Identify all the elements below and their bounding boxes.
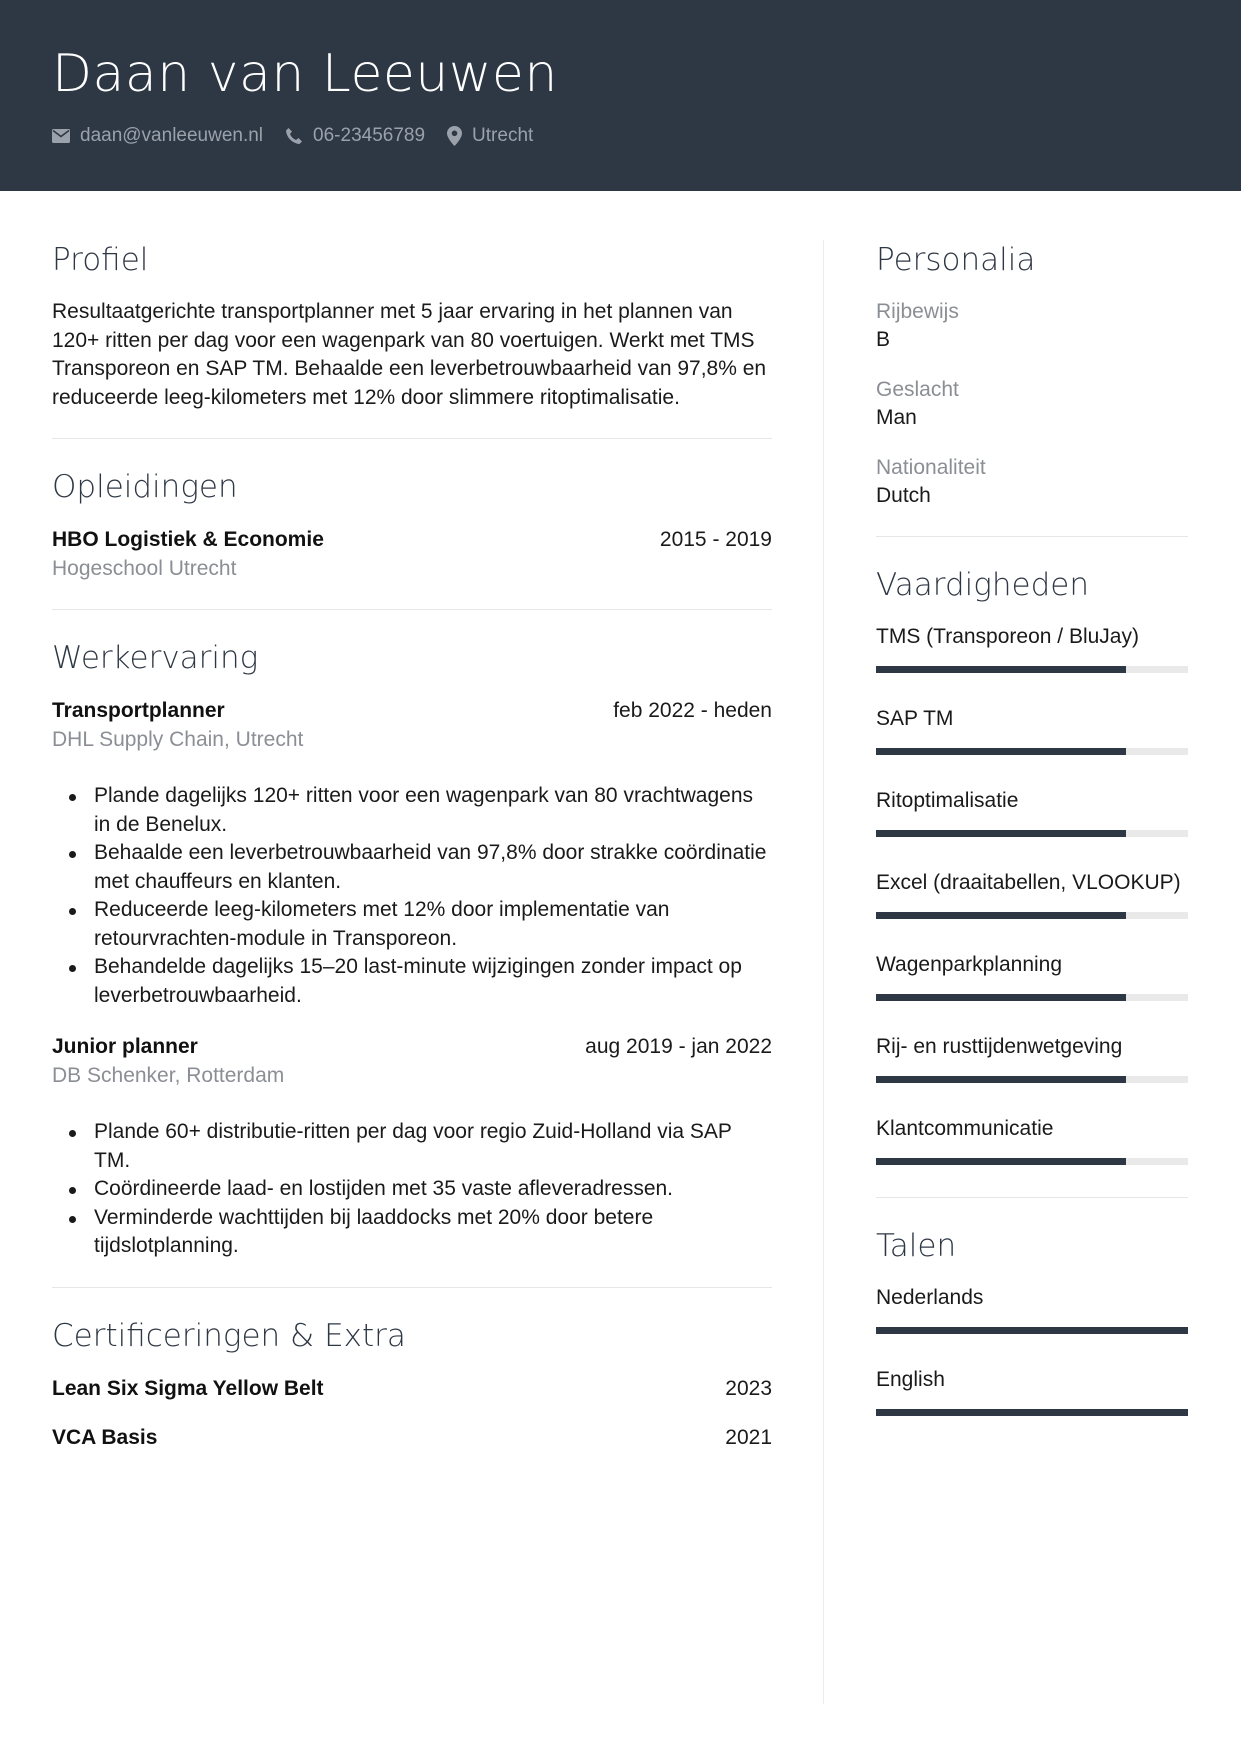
section-title-certificeringen: Certificeringen & Extra bbox=[52, 1317, 406, 1354]
job-bullets bbox=[52, 782, 772, 1010]
personalia-value: Man bbox=[876, 406, 917, 429]
degree-title: HBO Logistiek & Economie bbox=[52, 528, 324, 551]
personalia-label: Nationaliteit bbox=[876, 456, 986, 479]
skill-item bbox=[876, 623, 1188, 673]
section-title-werkervaring: Werkervaring bbox=[52, 640, 259, 676]
section-divider bbox=[876, 536, 1188, 537]
cert-row bbox=[52, 1374, 772, 1403]
personalia-value: B bbox=[876, 328, 891, 351]
email-text: daan@vanleeuwen.nl bbox=[80, 125, 264, 146]
skill-level-fill bbox=[876, 994, 1126, 1001]
job-role: Transportplanner bbox=[52, 699, 225, 722]
language-item bbox=[876, 1284, 1188, 1334]
education-dates: 2015 - 2019 bbox=[659, 528, 772, 551]
skill-item bbox=[876, 787, 1188, 837]
cert-row bbox=[52, 1423, 772, 1452]
cert-year: 2021 bbox=[725, 1425, 772, 1449]
contact-email[interactable] bbox=[52, 125, 263, 147]
school-name: Hogeschool Utrecht bbox=[52, 557, 237, 580]
job-bullet: Verminderde wachttijden bij laaddocks met 20% door betere tijdslotplanning. bbox=[52, 1204, 772, 1261]
skill-level-bar bbox=[876, 748, 1188, 755]
skill-name: SAP TM bbox=[876, 707, 954, 730]
skill-name: Rij- en rusttijdenwetgeving bbox=[876, 1035, 1123, 1058]
skill-name: TMS (Transporeon / BluJay) bbox=[876, 625, 1139, 648]
skill-level-bar bbox=[876, 1158, 1188, 1165]
language-name: Nederlands bbox=[876, 1286, 984, 1309]
section-title-profiel: Profiel bbox=[52, 242, 149, 278]
language-level-fill bbox=[876, 1409, 1188, 1416]
cert-name: Lean Six Sigma Yellow Belt bbox=[52, 1376, 324, 1400]
job-bullet: Behaalde een leverbetrouwbaarheid van 97,8% door strakke coördinatie met chauffeurs en klanten. bbox=[52, 839, 772, 896]
section-title-opleidingen: Opleidingen bbox=[52, 469, 238, 505]
personalia-value: Dutch bbox=[876, 484, 931, 507]
personalia-label: Rijbewijs bbox=[876, 300, 959, 323]
skill-name: Ritoptimalisatie bbox=[876, 789, 1019, 812]
skill-item bbox=[876, 1033, 1188, 1083]
language-name: English bbox=[876, 1368, 945, 1391]
job-dates: aug 2019 - jan 2022 bbox=[585, 1035, 772, 1058]
job-entry bbox=[52, 1032, 772, 1261]
skill-level-bar bbox=[876, 666, 1188, 673]
education-entry bbox=[52, 525, 772, 583]
job-bullets bbox=[52, 1118, 772, 1261]
language-item bbox=[876, 1366, 1188, 1416]
sidebar-column bbox=[876, 240, 1188, 1448]
language-level-fill bbox=[876, 1327, 1188, 1334]
languages-list bbox=[876, 1284, 1188, 1416]
skill-level-fill bbox=[876, 748, 1126, 755]
skill-level-bar bbox=[876, 830, 1188, 837]
main-column bbox=[52, 240, 772, 1472]
column-divider bbox=[823, 240, 824, 1704]
skill-level-fill bbox=[876, 666, 1126, 673]
job-bullet: Plande dagelijks 120+ ritten voor een wagenpark van 80 vrachtwagens in de Benelux. bbox=[52, 782, 772, 839]
section-divider bbox=[876, 1197, 1188, 1198]
resume-header bbox=[0, 0, 1241, 191]
skill-item bbox=[876, 951, 1188, 1001]
skill-level-fill bbox=[876, 1158, 1126, 1165]
envelope-icon bbox=[52, 129, 70, 143]
skill-level-fill bbox=[876, 830, 1126, 837]
skill-level-fill bbox=[876, 1076, 1126, 1083]
skill-item bbox=[876, 705, 1188, 755]
job-company: DB Schenker, Rotterdam bbox=[52, 1064, 285, 1087]
job-bullet: Plande 60+ distributie-ritten per dag voor regio Zuid-Holland via SAP TM. bbox=[52, 1118, 772, 1175]
skill-name: Klantcommunicatie bbox=[876, 1117, 1054, 1140]
job-bullet: Coördineerde laad- en lostijden met 35 vaste afleveradressen. bbox=[52, 1175, 772, 1204]
job-dates: feb 2022 - heden bbox=[613, 699, 772, 722]
section-title-vaardigheden: Vaardigheden bbox=[876, 567, 1090, 603]
location-pin-icon bbox=[447, 126, 462, 146]
section-title-personalia: Personalia bbox=[876, 242, 1036, 278]
education-section bbox=[52, 467, 772, 583]
section-divider bbox=[52, 438, 772, 439]
skill-level-bar bbox=[876, 1076, 1188, 1083]
work-section bbox=[52, 638, 772, 1261]
personalia-section bbox=[876, 240, 1188, 510]
city-text: Utrecht bbox=[472, 125, 534, 146]
skills-list bbox=[876, 623, 1188, 1165]
skill-level-bar bbox=[876, 994, 1188, 1001]
personalia-label: Geslacht bbox=[876, 378, 959, 401]
profile-section bbox=[52, 240, 772, 412]
certifications-section bbox=[52, 1316, 772, 1452]
candidate-name: Daan van Leeuwen bbox=[52, 44, 558, 104]
skills-section bbox=[876, 565, 1188, 1165]
phone-text: 06-23456789 bbox=[313, 125, 426, 146]
languages-section bbox=[876, 1226, 1188, 1416]
skill-name: Excel (draaitabellen, VLOOKUP) bbox=[876, 871, 1181, 894]
phone-icon bbox=[285, 127, 303, 145]
contact-phone[interactable] bbox=[285, 125, 425, 147]
language-level-bar bbox=[876, 1409, 1188, 1416]
section-divider bbox=[52, 1287, 772, 1288]
skill-level-fill bbox=[876, 912, 1126, 919]
skill-name: Wagenparkplanning bbox=[876, 953, 1063, 976]
job-role: Junior planner bbox=[52, 1035, 198, 1058]
section-title-talen: Talen bbox=[876, 1228, 957, 1264]
job-company: DHL Supply Chain, Utrecht bbox=[52, 728, 304, 751]
skill-level-bar bbox=[876, 912, 1188, 919]
cert-name: VCA Basis bbox=[52, 1425, 158, 1449]
skill-item bbox=[876, 1115, 1188, 1165]
job-bullet: Behandelde dagelijks 15–20 last-minute wijzigingen zonder impact op leverbetrouwbaarheid. bbox=[52, 953, 772, 1010]
language-level-bar bbox=[876, 1327, 1188, 1334]
cert-year: 2023 bbox=[725, 1376, 772, 1400]
section-divider bbox=[52, 609, 772, 610]
job-bullet: Reduceerde leeg-kilometers met 12% door implementatie van retourvrachten-module in Transporeon. bbox=[52, 896, 772, 953]
profile-text: Resultaatgerichte transportplanner met 5 jaar ervaring in het plannen van 120+ ritten per dag voor een wagenpark van 80 voertuigen. Werkt met TMS Transporeon en SAP TM. Behaalde een leverbetrouwbaarheid van 97,8% en reduceerde leeg-kilometers met 12% door slimmere ritoptimalisatie. bbox=[52, 300, 767, 409]
contact-bar bbox=[52, 122, 533, 150]
job-entry bbox=[52, 696, 772, 1010]
skill-item bbox=[876, 869, 1188, 919]
contact-location bbox=[447, 125, 533, 147]
